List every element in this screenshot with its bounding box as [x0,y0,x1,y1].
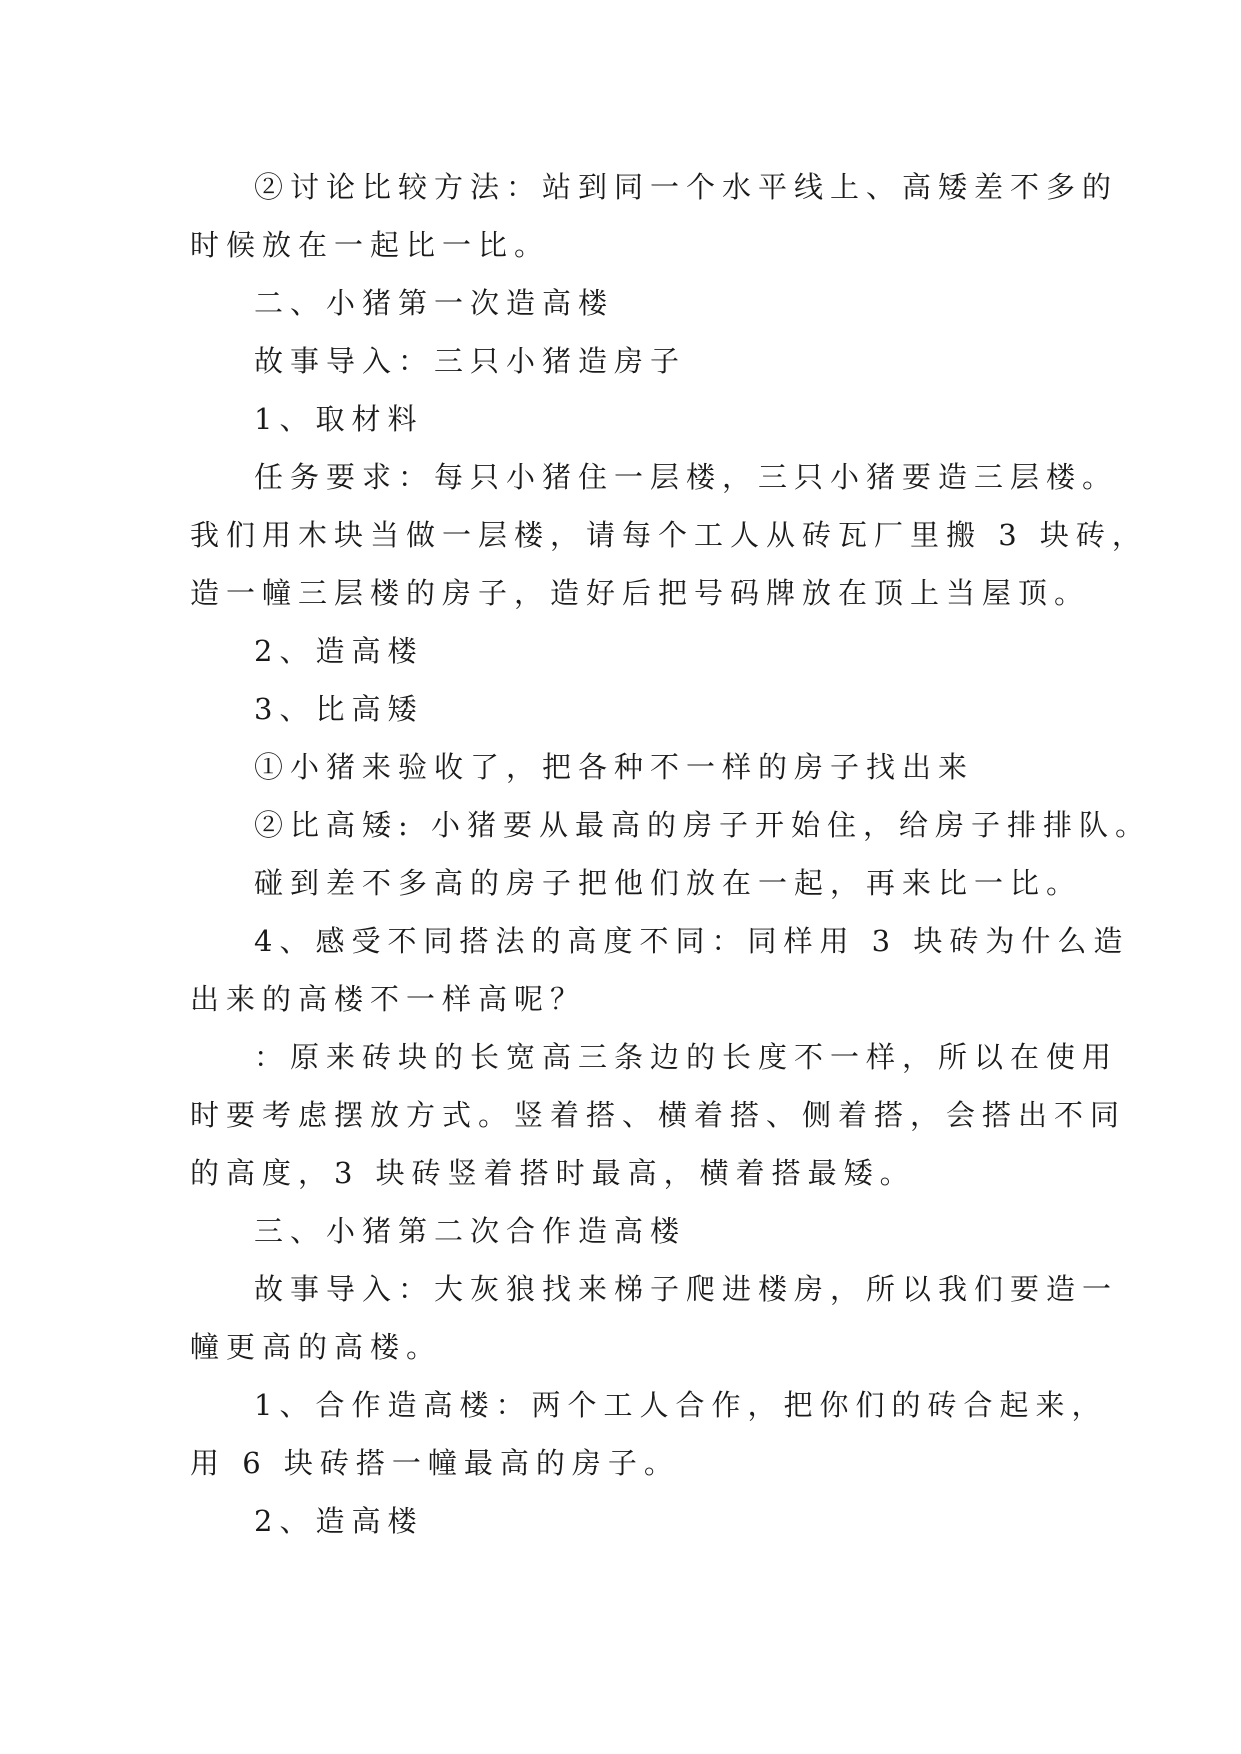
step-heading-3: 3、比高矮 [254,692,424,726]
document-body [190,158,1151,1550]
text-line-8: 造一幢三层楼的房子，造好后把号码牌放在顶上当屋顶。 [190,576,1091,610]
text-line-12: ②比高矮: 小猪要从最高的房子开始住，给房子排排队。 [254,808,1151,842]
step-heading-2: 2、造高楼 [254,634,424,668]
text-line-20: 故事导入：大灰狼找来梯子爬进楼房，所以我们要造一 [254,1272,1119,1306]
text-line-1: ②讨论比较方法：站到同一个水平线上、高矮差不多的 [254,170,1119,204]
text-line-7: 我们用木块当做一层楼，请每个工人从砖瓦厂里搬 3 块砖， [190,518,1148,552]
text-line-21: 幢更高的高楼。 [190,1330,443,1364]
text-line-15: 出来的高楼不一样高呢？ [190,982,587,1016]
text-line-16: ：原来砖块的长宽高三条边的长度不一样，所以在使用 [254,1040,1119,1074]
step-heading-1b: 1、合作造高楼：两个工人合作，把你们的砖合起来， [254,1388,1108,1422]
text-line-6: 任务要求：每只小猪住一层楼，三只小猪要造三层楼。 [254,460,1119,494]
section-heading-2: 二、小猪第一次造高楼 [254,286,615,320]
text-line-13: 碰到差不多高的房子把他们放在一起，再来比一比。 [254,866,1083,900]
text-line-23: 用 6 块砖搭一幢最高的房子。 [190,1446,680,1480]
text-line-2: 时候放在一起比一比。 [190,228,551,262]
step-heading-1: 1、取材料 [254,402,424,436]
text-line-17: 时要考虑摆放方式。竖着搭、横着搭、侧着搭，会搭出不同 [190,1098,1127,1132]
step-heading-4: 4、感受不同搭法的高度不同：同样用 3 块砖为什么造 [254,924,1130,958]
text-line-18: 的高度，3 块砖竖着搭时最高，横着搭最矮。 [190,1156,916,1190]
section-heading-3: 三、小猪第二次合作造高楼 [254,1214,687,1248]
step-heading-2b: 2、造高楼 [254,1504,424,1538]
text-line-4: 故事导入：三只小猪造房子 [254,344,687,378]
text-line-11: ①小猪来验收了，把各种不一样的房子找出来 [254,750,975,784]
